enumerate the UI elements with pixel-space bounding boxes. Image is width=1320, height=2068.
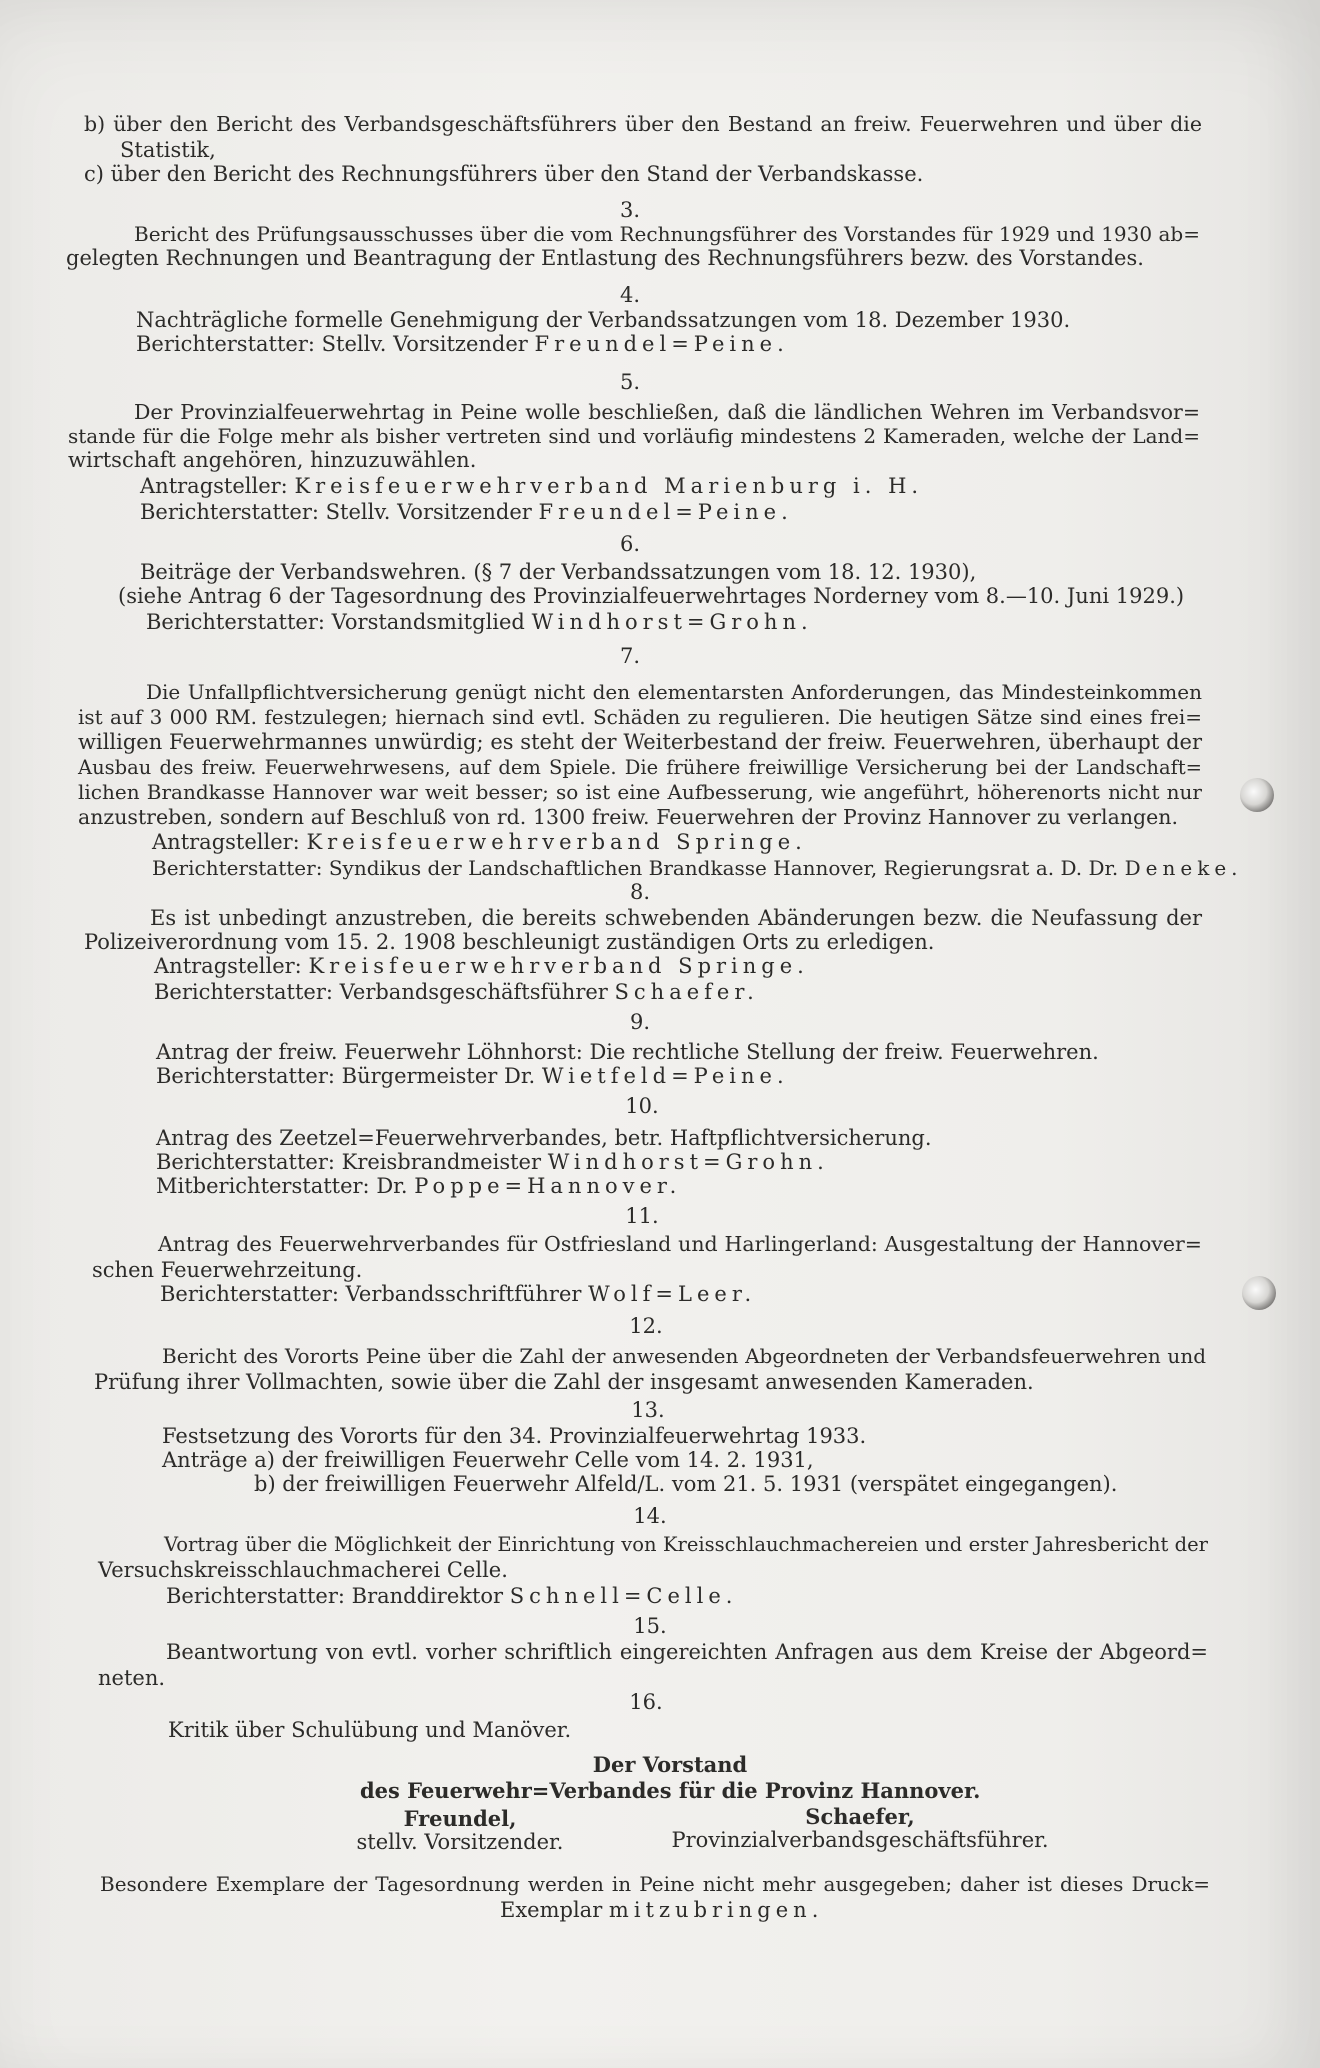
section-13-line-3: b) der freiwilligen Feuerwehr Alfeld/L. vom 21. 5. 1931 (verspätet eingegangen). [254, 1472, 1118, 1496]
reporter-label: Berichterstatter: [146, 610, 325, 634]
reporter-role: Syndikus der Landschaftlichen Brandkasse Hannover, Regierungsrat a. D. Dr. [328, 856, 1119, 880]
signatory-left-name: Freundel, [403, 1806, 517, 1831]
reporter-label: Berichterstatter: [166, 1584, 345, 1608]
footer-notice-line-2 [500, 1898, 823, 1923]
reporter-label: Berichterstatter: [154, 980, 333, 1004]
reporter-name: Wolf=Leer. [588, 1282, 757, 1306]
section-number-14: 14. [633, 1504, 667, 1528]
section-number-5: 5. [619, 370, 641, 394]
applicant-label: Antragsteller: [154, 954, 302, 978]
reporter-name: Freundel=Peine. [534, 332, 789, 356]
reporter-label: Berichterstatter: [136, 332, 315, 356]
reporter-role: Stellv. Vorsitzender [325, 500, 532, 524]
signatory-right-name: Schaefer, [805, 1804, 915, 1829]
section-12-line-2: Prüfung ihrer Vollmachten, sowie über die Zahl der insgesamt anwesenden Kameraden. [94, 1370, 1034, 1394]
section-6-line-2: (siehe Antrag 6 der Tagesordnung des Provinzialfeuerwehrtages Norderney vom 8.—10. Juni 1929.) [118, 584, 1185, 608]
section-number-4: 4. [619, 283, 641, 307]
section-10-co-reporter [156, 1174, 681, 1199]
section-number-15: 15. [633, 1614, 667, 1638]
section-3-line-1: Bericht des Prüfungsausschusses über die vom Rechnungsführer des Vorstandes für 1929 und 1930 ab= [134, 222, 1200, 246]
section-number-7: 7. [619, 644, 641, 668]
section-8-reporter [154, 980, 759, 1005]
section-9-line-1: Antrag der freiw. Feuerwehr Löhnhorst: Die rechtliche Stellung der freiw. Feuerwehren. [156, 1040, 1099, 1064]
section-number-12: 12. [629, 1314, 663, 1338]
section-number-6: 6. [619, 532, 641, 556]
reporter-name: Deneke. [1124, 856, 1243, 880]
applicant-label: Antragsteller: [152, 830, 300, 854]
section-11-line-2: schen Feuerwehrzeitung. [92, 1258, 363, 1282]
section-number-11: 11. [625, 1204, 659, 1228]
reporter-label: Berichterstatter: [156, 1064, 335, 1088]
applicant-name: Kreisfeuerwehrverband Springe. [308, 954, 809, 978]
reporter-label: Berichterstatter: [156, 1150, 335, 1174]
section-number-13: 13. [631, 1398, 665, 1422]
section-7-line-3: willigen Feuerwehrmannes unwürdig; es steht der Weiterbestand der freiw. Feuerwehren, überhaupt der [78, 730, 1202, 754]
section-3-line-2: gelegten Rechnungen und Beantragung der Entlastung des Rechnungsführers bezw. des Vorstandes. [66, 246, 1144, 270]
section-4-reporter [136, 332, 789, 357]
section-number-16: 16. [629, 1690, 663, 1714]
section-8-applicant [154, 954, 809, 979]
section-5-line-2: stande für die Folge mehr als bisher vertreten sind und vorläufig mindestens 2 Kameraden, welche der Land= [68, 424, 1200, 448]
applicant-name: Kreisfeuerwehrverband Marienburg i. H. [294, 474, 924, 498]
reporter-label: Berichterstatter: [160, 1282, 339, 1306]
section-number-9: 9. [629, 1010, 651, 1034]
reporter-role: Verbandsschriftführer [345, 1282, 582, 1306]
footer-notice-line-1: Besondere Exemplare der Tagesordnung werden in Peine nicht mehr ausgegeben; daher ist dieses Druck= [100, 1872, 1210, 1896]
section-7-line-4: Ausbau des freiw. Feuerwehrwesens, auf dem Spiele. Die frühere freiwillige Versicherung bei der Landschaft= [78, 756, 1202, 779]
section-6-line-1: Beiträge der Verbandswehren. (§ 7 der Verbandssatzungen vom 18. 12. 1930), [140, 560, 977, 584]
reporter-name: Schnell=Celle. [509, 1584, 738, 1608]
section-15-line-1: Beantwortung von evtl. vorher schriftlich eingereichten Anfragen aus dem Kreise der Abgeord= [166, 1640, 1208, 1664]
signatory-left-title: stellv. Vorsitzender. [356, 1830, 564, 1854]
reporter-role: Verbandsgeschäftsführer [339, 980, 608, 1004]
board-association: des Feuerwehr=Verbandes für die Provinz Hannover. [360, 1778, 981, 1803]
footer-word-exemplar: Exemplar [500, 1898, 603, 1922]
section-5-line-3: wirtschaft angehören, hinzuzuwählen. [68, 448, 477, 472]
section-number-3: 3. [619, 198, 641, 222]
section-14-line-1: Vortrag über die Möglichkeit der Einrichtung von Kreisschlauchmachereien und erster Jahresbericht der [164, 1533, 1208, 1556]
section-5-reporter [140, 500, 793, 525]
section-number-8: 8. [629, 880, 651, 904]
section-11-reporter [160, 1282, 756, 1307]
co-reporter-label: Mitberichterstatter: [156, 1174, 370, 1198]
section-7-line-2: ist auf 3 000 RM. festzulegen; hiernach sind evtl. Schäden zu regulieren. Die heutigen Sätze sind eines frei= [78, 705, 1202, 729]
section-8-line-2: Polizeiverordnung vom 15. 2. 1908 beschleunigt zuständigen Orts zu erledigen. [84, 930, 935, 954]
reporter-label: Berichterstatter: [140, 500, 319, 524]
reporter-name: Windhorst=Grohn. [547, 1150, 829, 1174]
section-number-10: 10. [625, 1094, 659, 1118]
item-b: b) über den Bericht des Verbandsgeschäftsführers über den Bestand an freiw. Feuerwehren und über die [84, 112, 1202, 136]
section-16-line-1: Kritik über Schulübung und Manöver. [168, 1718, 572, 1742]
reporter-role: Kreisbrandmeister [341, 1150, 542, 1174]
reporter-role: Stellv. Vorsitzender [321, 332, 528, 356]
section-12-line-1: Bericht des Vororts Peine über die Zahl der anwesenden Abgeordneten der Verbandsfeuerwehren und [162, 1344, 1206, 1368]
section-8-line-1: Es ist unbedingt anzustreben, die bereits schwebenden Abänderungen bezw. die Neufassung der [150, 906, 1202, 930]
section-7-line-1: Die Unfallpflichtversicherung genügt nicht den elementarsten Anforderungen, das Mindesteinkommen [146, 680, 1202, 704]
section-10-reporter [156, 1150, 829, 1175]
reporter-role: Branddirektor [351, 1584, 504, 1608]
section-13-line-1: Festsetzung des Vororts für den 34. Provinzialfeuerwehrtag 1933. [162, 1424, 867, 1448]
section-4-line-1: Nachträgliche formelle Genehmigung der Verbandssatzungen vom 18. Dezember 1930. [136, 308, 1071, 332]
section-6-reporter [146, 610, 813, 635]
section-5-applicant [140, 474, 923, 499]
reporter-name: Freundel=Peine. [538, 500, 793, 524]
reporter-label: Berichterstatter: [152, 856, 323, 880]
reporter-role: Bürgermeister Dr. [341, 1064, 536, 1088]
section-14-reporter [166, 1584, 737, 1609]
item-c: c) über den Bericht des Rechnungsführers über den Stand der Verbandskasse. [84, 162, 924, 186]
reporter-role: Vorstandsmitglied [331, 610, 525, 634]
section-7-line-6: anzustreben, sondern auf Beschluß von rd. 1300 freiw. Feuerwehren der Provinz Hannover zu verlangen. [78, 805, 1178, 829]
reporter-name: Windhorst=Grohn. [531, 610, 813, 634]
item-b-continuation: Statistik, [120, 138, 216, 162]
section-10-line-1: Antrag des Zeetzel=Feuerwehrverbandes, betr. Haftpflichtversicherung. [156, 1126, 932, 1150]
section-7-applicant [152, 830, 807, 855]
co-reporter-name: Poppe=Hannover. [414, 1174, 682, 1198]
section-15-line-2: neten. [98, 1666, 166, 1690]
section-7-reporter [152, 856, 1243, 881]
section-13-line-2: Anträge a) der freiwilligen Feuerwehr Celle vom 14. 2. 1931, [162, 1448, 814, 1472]
signatory-right-title: Provinzialverbandsgeschäftsführer. [671, 1828, 1049, 1852]
section-14-line-2: Versuchskreisschlauchmacherei Celle. [98, 1558, 508, 1582]
section-11-line-1: Antrag des Feuerwehrverbandes für Ostfriesland und Harlingerland: Ausgestaltung der Hannover= [158, 1232, 1202, 1256]
section-9-reporter [156, 1064, 789, 1089]
co-reporter-role: Dr. [376, 1174, 408, 1198]
reporter-name: Wietfeld=Peine. [541, 1064, 789, 1088]
reporter-name: Schaefer. [614, 980, 759, 1004]
section-5-line-1: Der Provinzialfeuerwehrtag in Peine wolle beschließen, daß die ländlichen Wehren im Verbandsvor= [134, 400, 1200, 424]
applicant-name: Kreisfeuerwehrverband Springe. [306, 830, 807, 854]
section-7-line-5: lichen Brandkasse Hannover war weit besser; so ist eine Aufbesserung, wie angeführt, höherenorts nicht nur [78, 780, 1202, 804]
board-title: Der Vorstand [592, 1752, 748, 1777]
applicant-label: Antragsteller: [140, 474, 288, 498]
footer-word-bring: mitzubringen. [608, 1898, 824, 1922]
